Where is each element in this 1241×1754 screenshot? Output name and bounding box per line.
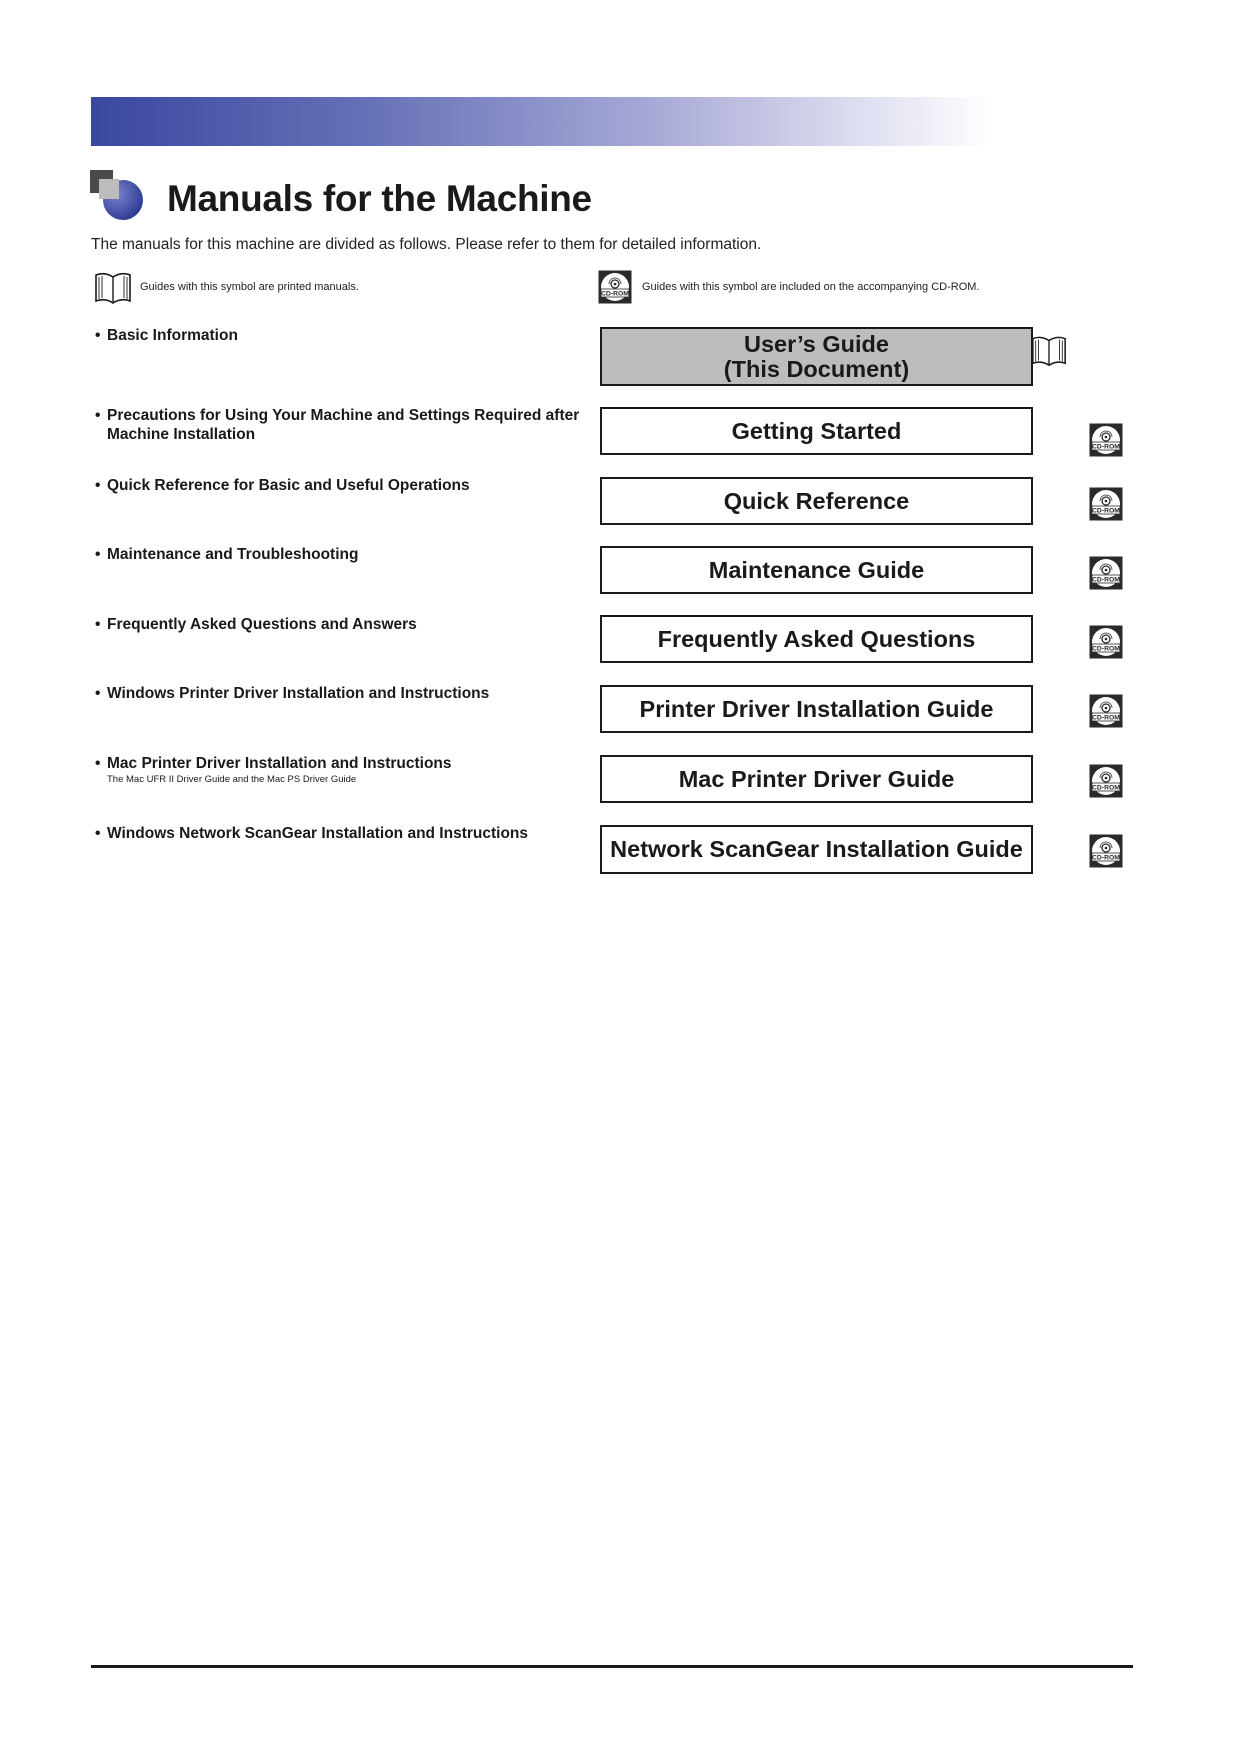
- cd-rom-icon-label: CD-ROM: [1092, 714, 1120, 722]
- topic-mac-note: The Mac UFR II Driver Guide and the Mac PS Driver Guide: [107, 774, 357, 785]
- section-title-icon: [90, 170, 146, 222]
- network-scangear-installation-guide-button[interactable]: Network ScanGear Installation Guide: [600, 825, 1033, 874]
- getting-started-button[interactable]: Getting Started: [600, 407, 1033, 455]
- cd-rom-icon: [1089, 487, 1123, 521]
- users-guide-button[interactable]: User’s Guide (This Document): [600, 327, 1033, 386]
- cd-rom-icon-label: CD-ROM: [1092, 507, 1120, 515]
- cd-rom-icon: [1089, 764, 1123, 798]
- mac-printer-driver-guide-button[interactable]: Mac Printer Driver Guide: [600, 755, 1033, 803]
- printer-driver-installation-guide-button[interactable]: Printer Driver Installation Guide: [600, 685, 1033, 733]
- cd-rom-icon: [598, 270, 632, 304]
- cd-rom-icon: [1089, 625, 1123, 659]
- topic-precautions: • Precautions for Using Your Machine and Settings Required after Machine Installation: [95, 407, 580, 443]
- cd-rom-icon-label: CD-ROM: [1092, 645, 1120, 653]
- topic-basic-information: • Basic Information: [95, 327, 238, 344]
- topic-faq: • Frequently Asked Questions and Answers: [95, 616, 417, 633]
- cd-rom-icon-label: CD-ROM: [601, 290, 629, 298]
- topic-windows-printer-driver: • Windows Printer Driver Installation and Instructions: [95, 685, 490, 702]
- page-title: Manuals for the Machine: [167, 178, 592, 219]
- cd-rom-icon-label: CD-ROM: [1092, 784, 1120, 792]
- maintenance-guide-button[interactable]: Maintenance Guide: [600, 546, 1033, 594]
- cd-rom-icon-label: CD-ROM: [1092, 854, 1120, 862]
- cd-rom-icon: [1089, 834, 1123, 868]
- topic-network-scangear: • Windows Network ScanGear Installation and Instructions: [95, 825, 529, 842]
- cd-rom-icon: [1089, 694, 1123, 728]
- footer-rule: [91, 1665, 1133, 1668]
- topic-quick-reference: • Quick Reference for Basic and Useful Operations: [95, 477, 470, 494]
- legend-cdrom-text: Guides with this symbol are included on the accompanying CD-ROM.: [642, 281, 980, 293]
- book-icon: [1030, 333, 1068, 369]
- topic-maintenance: • Maintenance and Troubleshooting: [95, 546, 359, 563]
- topic-mac-printer-driver: • Mac Printer Driver Installation and Instructions The Mac UFR II Driver Guide and the Mac PS Driver Guide: [95, 754, 595, 786]
- header-banner: [91, 97, 991, 146]
- faq-button[interactable]: Frequently Asked Questions: [600, 615, 1033, 663]
- legend-printed-text: Guides with this symbol are printed manuals.: [140, 281, 359, 293]
- book-icon: [93, 271, 133, 305]
- cd-rom-icon-label: CD-ROM: [1092, 443, 1120, 451]
- intro-text: The manuals for this machine are divided as follows. Please refer to them for detailed information.: [91, 236, 762, 253]
- cd-rom-icon: [1089, 556, 1123, 590]
- cd-rom-icon-label: CD-ROM: [1092, 576, 1120, 584]
- cd-rom-icon: [1089, 423, 1123, 457]
- quick-reference-button[interactable]: Quick Reference: [600, 477, 1033, 525]
